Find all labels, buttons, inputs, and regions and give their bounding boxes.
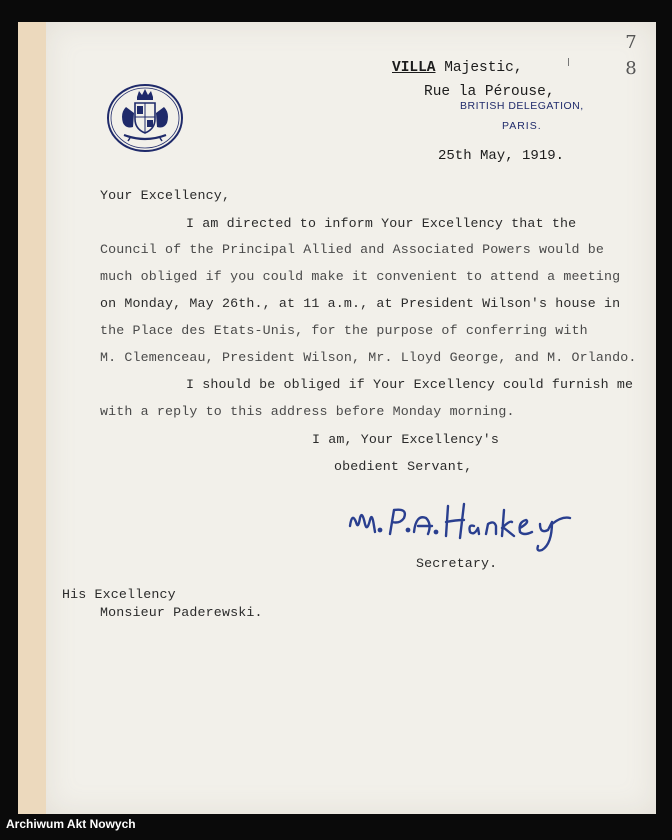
body-line-4: on Monday, May 26th., at 11 a.m., at President Wilson's house in bbox=[100, 296, 621, 311]
letterhead-villa: VILLA Majestic, bbox=[392, 60, 523, 76]
paper-edge-strip bbox=[18, 22, 46, 814]
body-line-2: Council of the Principal Allied and Associated Powers would be bbox=[100, 242, 605, 257]
ink-tick bbox=[568, 58, 569, 66]
closing-line-1: I am, Your Excellency's bbox=[312, 432, 499, 447]
pencil-mark-2: 8 bbox=[625, 58, 637, 79]
body-line-6: M. Clemenceau, President Wilson, Mr. Lloyd George, and M. Orlando. bbox=[100, 350, 637, 365]
royal-crest-icon bbox=[106, 83, 184, 153]
body-line-1: I am directed to inform Your Excellency that the bbox=[186, 216, 577, 231]
handwritten-signature bbox=[344, 496, 574, 556]
archive-footer-label: Archiwum Akt Nowych bbox=[6, 817, 136, 831]
pencil-mark-1: 7 bbox=[625, 32, 637, 53]
closing-line-2: obedient Servant, bbox=[334, 459, 473, 474]
body-line-3: much obliged if you could make it convenient to attend a meeting bbox=[100, 269, 621, 284]
body-line-8: with a reply to this address before Monday morning. bbox=[100, 404, 515, 419]
signatory-title: Secretary. bbox=[416, 556, 498, 571]
letterhead-street: Rue la Pérouse, bbox=[424, 84, 555, 100]
body-line-7: I should be obliged if Your Excellency could furnish me bbox=[186, 377, 634, 392]
salutation: Your Excellency, bbox=[100, 188, 231, 203]
letterhead-city: PARIS. bbox=[502, 120, 542, 132]
letter-date: 25th May, 1919. bbox=[438, 148, 565, 164]
recipient-line-2: Monsieur Paderewski. bbox=[100, 605, 263, 620]
body-line-5: the Place des Etats-Unis, for the purpose of conferring with bbox=[100, 323, 588, 338]
letterhead-delegation: BRITISH DELEGATION, bbox=[460, 100, 584, 112]
recipient-line-1: His Excellency bbox=[62, 587, 176, 602]
pencil-marks bbox=[622, 30, 640, 82]
